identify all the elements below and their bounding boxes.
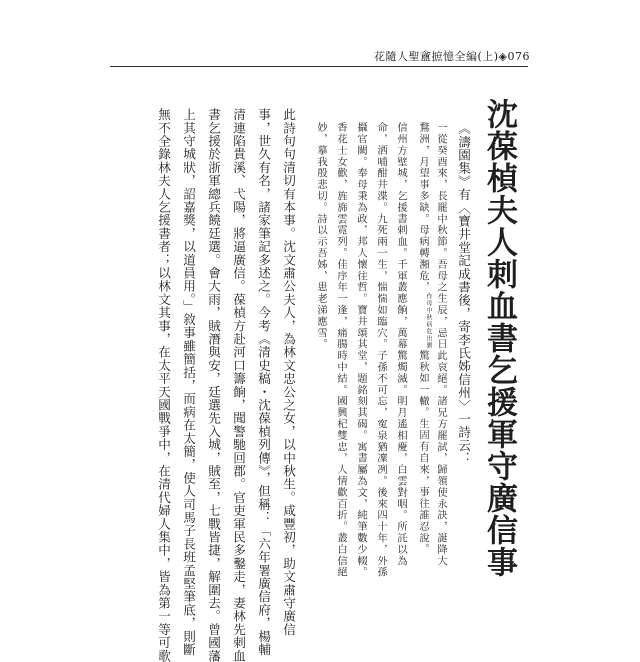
poem-line-2 <box>414 122 431 588</box>
poem-line-2-head: 鶩洲，月望事多缺。母病轉瀕危， <box>417 122 429 293</box>
header-rule <box>110 66 528 67</box>
poem-line-2-tail: 驚秋如一轍。生固有自來，事往誰忍說。 <box>417 349 429 556</box>
body-line-1: 此詩句句清切有本事。沈文肅公夫人，為林文忠公之女，以中秋生。咸豐初，助文肅守廣信 <box>281 108 296 636</box>
body-line-6: 無不全錄林夫人乞援書者；以林文其事，在太平天國戰爭中，在清代婦人集中，皆為第一等可歌 <box>156 108 171 662</box>
poem-line-6: 香花士女歡，旌旆雲霓列。佳序年一逢，痛腸時中結。國興杞雙忠，人情歡百折。叢白信絕 <box>335 122 347 578</box>
intro-line: 《濤園集》有〈寶井堂記成書後，寄李氏姊信州〉一詩云： <box>456 122 471 466</box>
poem-annotation-b: 病危出劉 <box>425 321 432 350</box>
poem-annotation-a: 作母中秋 <box>425 293 432 322</box>
chapter-title: 沈葆楨夫人刺血書乞援軍守廣信事 <box>481 98 517 578</box>
running-header: 花隨人聖盦摭憶全編(上)◈076 <box>373 50 530 63</box>
poem-line-3: 信州方壁城，乞援書剌血。千軍叢應餉，萬幕驚燭滅。明月遙相慶，白雲對咽。所託以為 <box>395 122 407 567</box>
poem-line-4: 命，洒哺酣井渫。九死兩一生，惴惴如臨穴。子孫不可忘，寃泉猶凜冽。後來四十年，外孫 <box>375 122 387 578</box>
body-line-4: 書乞援於浙軍總兵饒廷選。會大雨，賊潛與安，廷選先入城，賊至，七戰皆捷，解圍去。曾國藩 <box>206 108 221 662</box>
poem-line-5: 攝官闕。奉母秉為政，邦人懷往哲。寶井頌其堂，題銘刻其碣。寓書屬為文，純筆數少輟。 <box>355 122 367 578</box>
body-line-3: 清連陷貴溪、弋陽，將逼廣信。葆楨方赴河口籌餉，聞警馳回郡。官吏軍民多鑿走，妻林先刺血 <box>231 108 246 662</box>
body-line-5: 上其守城狀，詔嘉獎，以道員用。」敘事雖簡括，而病在太簡，使人司馬子長班孟堅筆底，則斷 <box>181 108 196 657</box>
body-line-2: 事，世久有名，諸家筆記多述之。今考《清史稿・沈葆楨列傳》，但稱：「六年署廣信府，楊輔 <box>256 108 271 657</box>
poem-line-7: 妙，摹我殷悲切。詩以示吾姊，患老涕應雪。 <box>315 122 327 350</box>
poem-line-1: 一從癸酉來，長罷中秋節。吾母之生辰，忌日此哀絕。諸兄方罷試，歸領使永訣，誕降大 <box>435 122 447 567</box>
